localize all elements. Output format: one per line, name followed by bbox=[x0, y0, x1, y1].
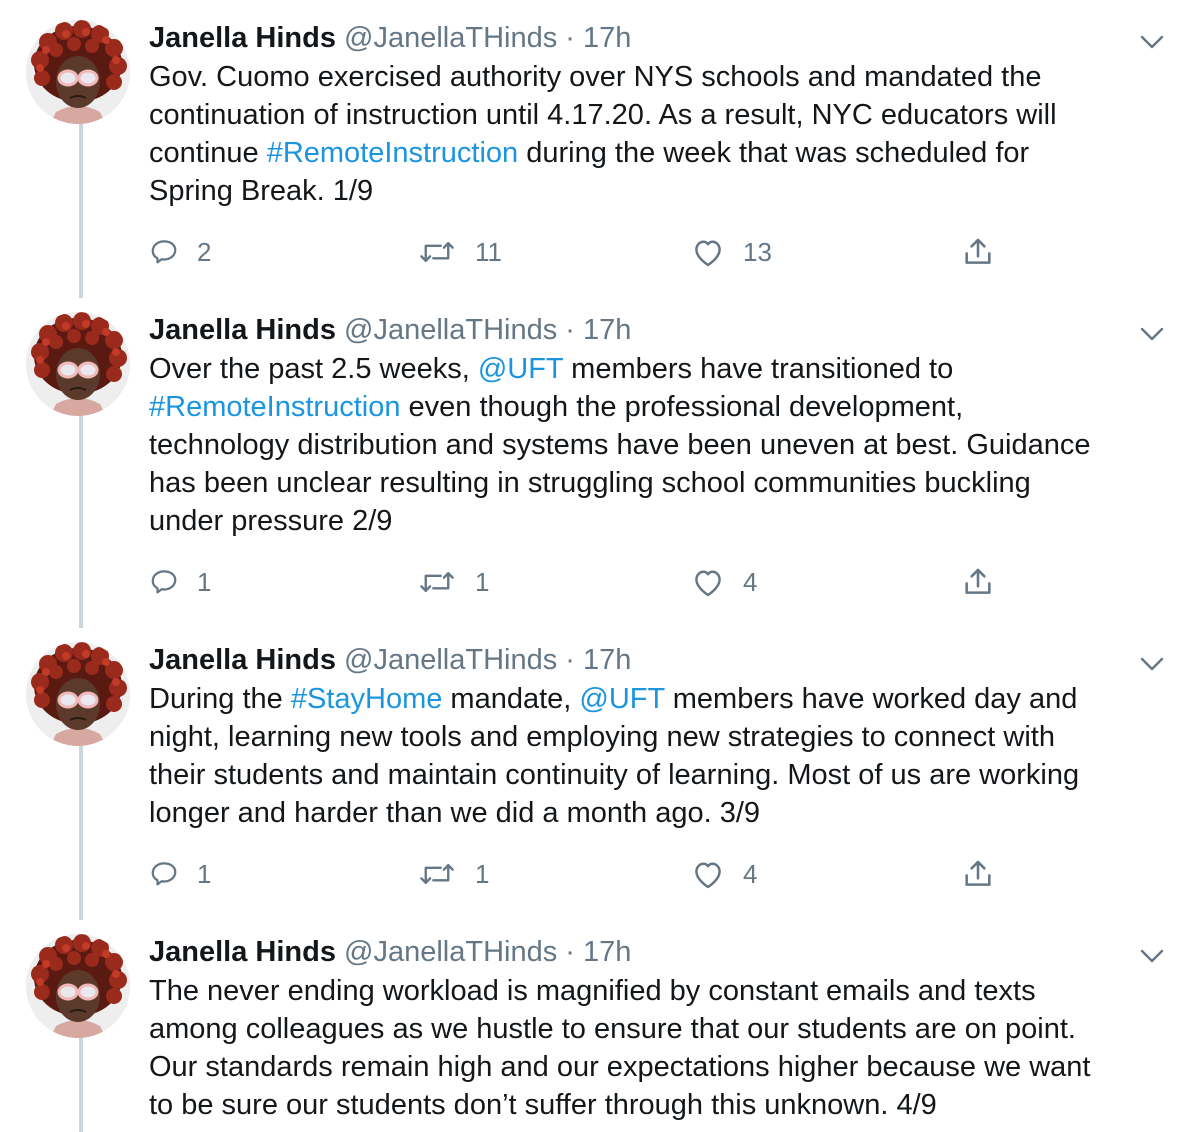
tweet-line bbox=[149, 350, 1169, 388]
retweet-icon bbox=[417, 237, 457, 267]
author-name[interactable]: Janella Hinds bbox=[149, 644, 336, 676]
text-segment: Over the past 2.5 weeks, bbox=[149, 353, 478, 385]
author-name[interactable]: Janella Hinds bbox=[149, 314, 336, 346]
reply-button[interactable] bbox=[149, 854, 211, 894]
tweet-line bbox=[149, 388, 1169, 426]
text-segment: technology distribution and systems have been uneven at best. Guidance bbox=[149, 429, 1091, 461]
reply-button[interactable] bbox=[149, 562, 211, 602]
separator-dot: · bbox=[565, 644, 575, 676]
tweet-line bbox=[149, 134, 1169, 172]
text-segment: longer and harder than we did a month ago. 3/9 bbox=[149, 797, 761, 829]
text-segment: even though the professional development, bbox=[400, 391, 964, 423]
like-count: 4 bbox=[743, 566, 758, 597]
retweet-count: 1 bbox=[475, 858, 490, 889]
tweet-actions bbox=[149, 562, 1009, 602]
like-button[interactable] bbox=[691, 562, 757, 602]
timestamp[interactable]: 17h bbox=[583, 644, 632, 676]
tweet-text bbox=[149, 58, 1169, 210]
separator-dot: · bbox=[565, 936, 575, 968]
tweet-actions bbox=[149, 232, 1009, 272]
text-segment: members have worked day and bbox=[664, 683, 1078, 715]
tweet-text bbox=[149, 972, 1169, 1124]
text-segment: among colleagues as we hustle to ensure that our students are on point. bbox=[149, 1013, 1076, 1045]
reply-icon bbox=[149, 567, 179, 597]
reply-count: 1 bbox=[197, 858, 212, 889]
tweet-text bbox=[149, 680, 1169, 832]
author-name[interactable]: Janella Hinds bbox=[149, 22, 336, 54]
chevron-down-icon[interactable] bbox=[1138, 32, 1166, 52]
reply-button[interactable] bbox=[149, 232, 211, 272]
share-button[interactable] bbox=[961, 854, 995, 894]
tweet-line bbox=[149, 464, 1169, 502]
like-count: 4 bbox=[743, 858, 758, 889]
text-segment: night, learning new tools and employing new strategies to connect with bbox=[149, 721, 1055, 753]
tweet-line bbox=[149, 718, 1169, 756]
tweet-header bbox=[149, 18, 631, 58]
tweet-line bbox=[149, 1086, 1169, 1124]
tweet-header bbox=[149, 932, 631, 972]
reply-count: 1 bbox=[197, 566, 212, 597]
text-segment: continuation of instruction until 4.17.20. As a result, NYC educators will bbox=[149, 99, 1057, 131]
tweet-line bbox=[149, 426, 1169, 464]
text-segment: mandate, bbox=[442, 683, 580, 715]
author-handle[interactable]: @JanellaTHinds bbox=[344, 22, 558, 54]
tweet-header bbox=[149, 310, 631, 350]
hashtag-link[interactable]: #RemoteInstruction bbox=[266, 137, 519, 169]
like-icon bbox=[691, 237, 725, 267]
timestamp[interactable]: 17h bbox=[583, 936, 632, 968]
author-name[interactable]: Janella Hinds bbox=[149, 936, 336, 968]
text-segment: under pressure 2/9 bbox=[149, 505, 393, 537]
text-segment: to be sure our students don’t suffer through this unknown. 4/9 bbox=[149, 1089, 937, 1121]
like-count: 13 bbox=[743, 236, 772, 267]
chevron-down-icon[interactable] bbox=[1138, 324, 1166, 344]
tweet[interactable] bbox=[0, 312, 1186, 612]
tweet-line bbox=[149, 794, 1169, 832]
text-segment: their students and maintain continuity of learning. Most of us are working bbox=[149, 759, 1080, 791]
mention-link[interactable]: @UFT bbox=[477, 353, 564, 385]
avatar[interactable] bbox=[26, 934, 130, 1038]
text-segment: During the bbox=[149, 683, 291, 715]
text-segment: continue bbox=[149, 137, 267, 169]
retweet-count: 11 bbox=[475, 236, 502, 267]
avatar[interactable] bbox=[26, 312, 130, 416]
chevron-down-icon[interactable] bbox=[1138, 654, 1166, 674]
text-segment: The never ending workload is magnified by constant emails and texts bbox=[149, 975, 1036, 1007]
like-icon bbox=[691, 859, 725, 889]
like-icon bbox=[691, 567, 725, 597]
tweet-line bbox=[149, 502, 1169, 540]
tweet[interactable] bbox=[0, 934, 1186, 1132]
share-icon bbox=[961, 235, 995, 269]
separator-dot: · bbox=[565, 314, 575, 346]
tweet-line bbox=[149, 172, 1169, 210]
reply-count: 2 bbox=[197, 236, 212, 267]
avatar[interactable] bbox=[26, 20, 130, 124]
author-handle[interactable]: @JanellaTHinds bbox=[344, 644, 558, 676]
tweet-line bbox=[149, 1010, 1169, 1048]
author-handle[interactable]: @JanellaTHinds bbox=[344, 936, 558, 968]
timestamp[interactable]: 17h bbox=[583, 22, 632, 54]
text-segment: during the week that was scheduled for bbox=[518, 137, 1030, 169]
retweet-button[interactable] bbox=[417, 562, 489, 602]
text-segment: members have transitioned to bbox=[563, 353, 954, 385]
text-segment: Gov. Cuomo exercised authority over NYS schools and mandated the bbox=[149, 61, 1042, 93]
author-handle[interactable]: @JanellaTHinds bbox=[344, 314, 558, 346]
text-segment: Our standards remain high and our expectations higher because we want bbox=[149, 1051, 1091, 1083]
separator-dot: · bbox=[565, 22, 575, 54]
share-icon bbox=[961, 565, 995, 599]
like-button[interactable] bbox=[691, 232, 772, 272]
hashtag-link[interactable]: #RemoteInstruction bbox=[149, 391, 401, 423]
tweet-line bbox=[149, 96, 1169, 134]
tweet-line bbox=[149, 58, 1169, 96]
tweet-line bbox=[149, 680, 1169, 718]
like-button[interactable] bbox=[691, 854, 757, 894]
retweet-button[interactable] bbox=[417, 854, 489, 894]
tweet-line bbox=[149, 1048, 1169, 1086]
avatar[interactable] bbox=[26, 642, 130, 746]
timestamp[interactable]: 17h bbox=[583, 314, 632, 346]
text-segment: Spring Break. 1/9 bbox=[149, 175, 374, 207]
retweet-icon bbox=[417, 567, 457, 597]
tweet[interactable] bbox=[0, 20, 1186, 290]
tweet-header bbox=[149, 640, 631, 680]
retweet-button[interactable] bbox=[417, 232, 502, 272]
hashtag-link[interactable]: #StayHome bbox=[290, 683, 443, 715]
tweet-line bbox=[149, 756, 1169, 794]
tweet-line bbox=[149, 972, 1169, 1010]
share-button[interactable] bbox=[961, 232, 995, 272]
text-segment: has been unclear resulting in struggling school communities buckling bbox=[149, 467, 1031, 499]
reply-icon bbox=[149, 859, 179, 889]
share-button[interactable] bbox=[961, 562, 995, 602]
mention-link[interactable]: @UFT bbox=[579, 683, 665, 715]
tweet[interactable] bbox=[0, 642, 1186, 912]
retweet-icon bbox=[417, 859, 457, 889]
share-icon bbox=[961, 857, 995, 891]
tweet-actions bbox=[149, 854, 1009, 894]
chevron-down-icon[interactable] bbox=[1138, 946, 1166, 966]
retweet-count: 1 bbox=[475, 566, 490, 597]
reply-icon bbox=[149, 237, 179, 267]
tweet-text bbox=[149, 350, 1169, 540]
